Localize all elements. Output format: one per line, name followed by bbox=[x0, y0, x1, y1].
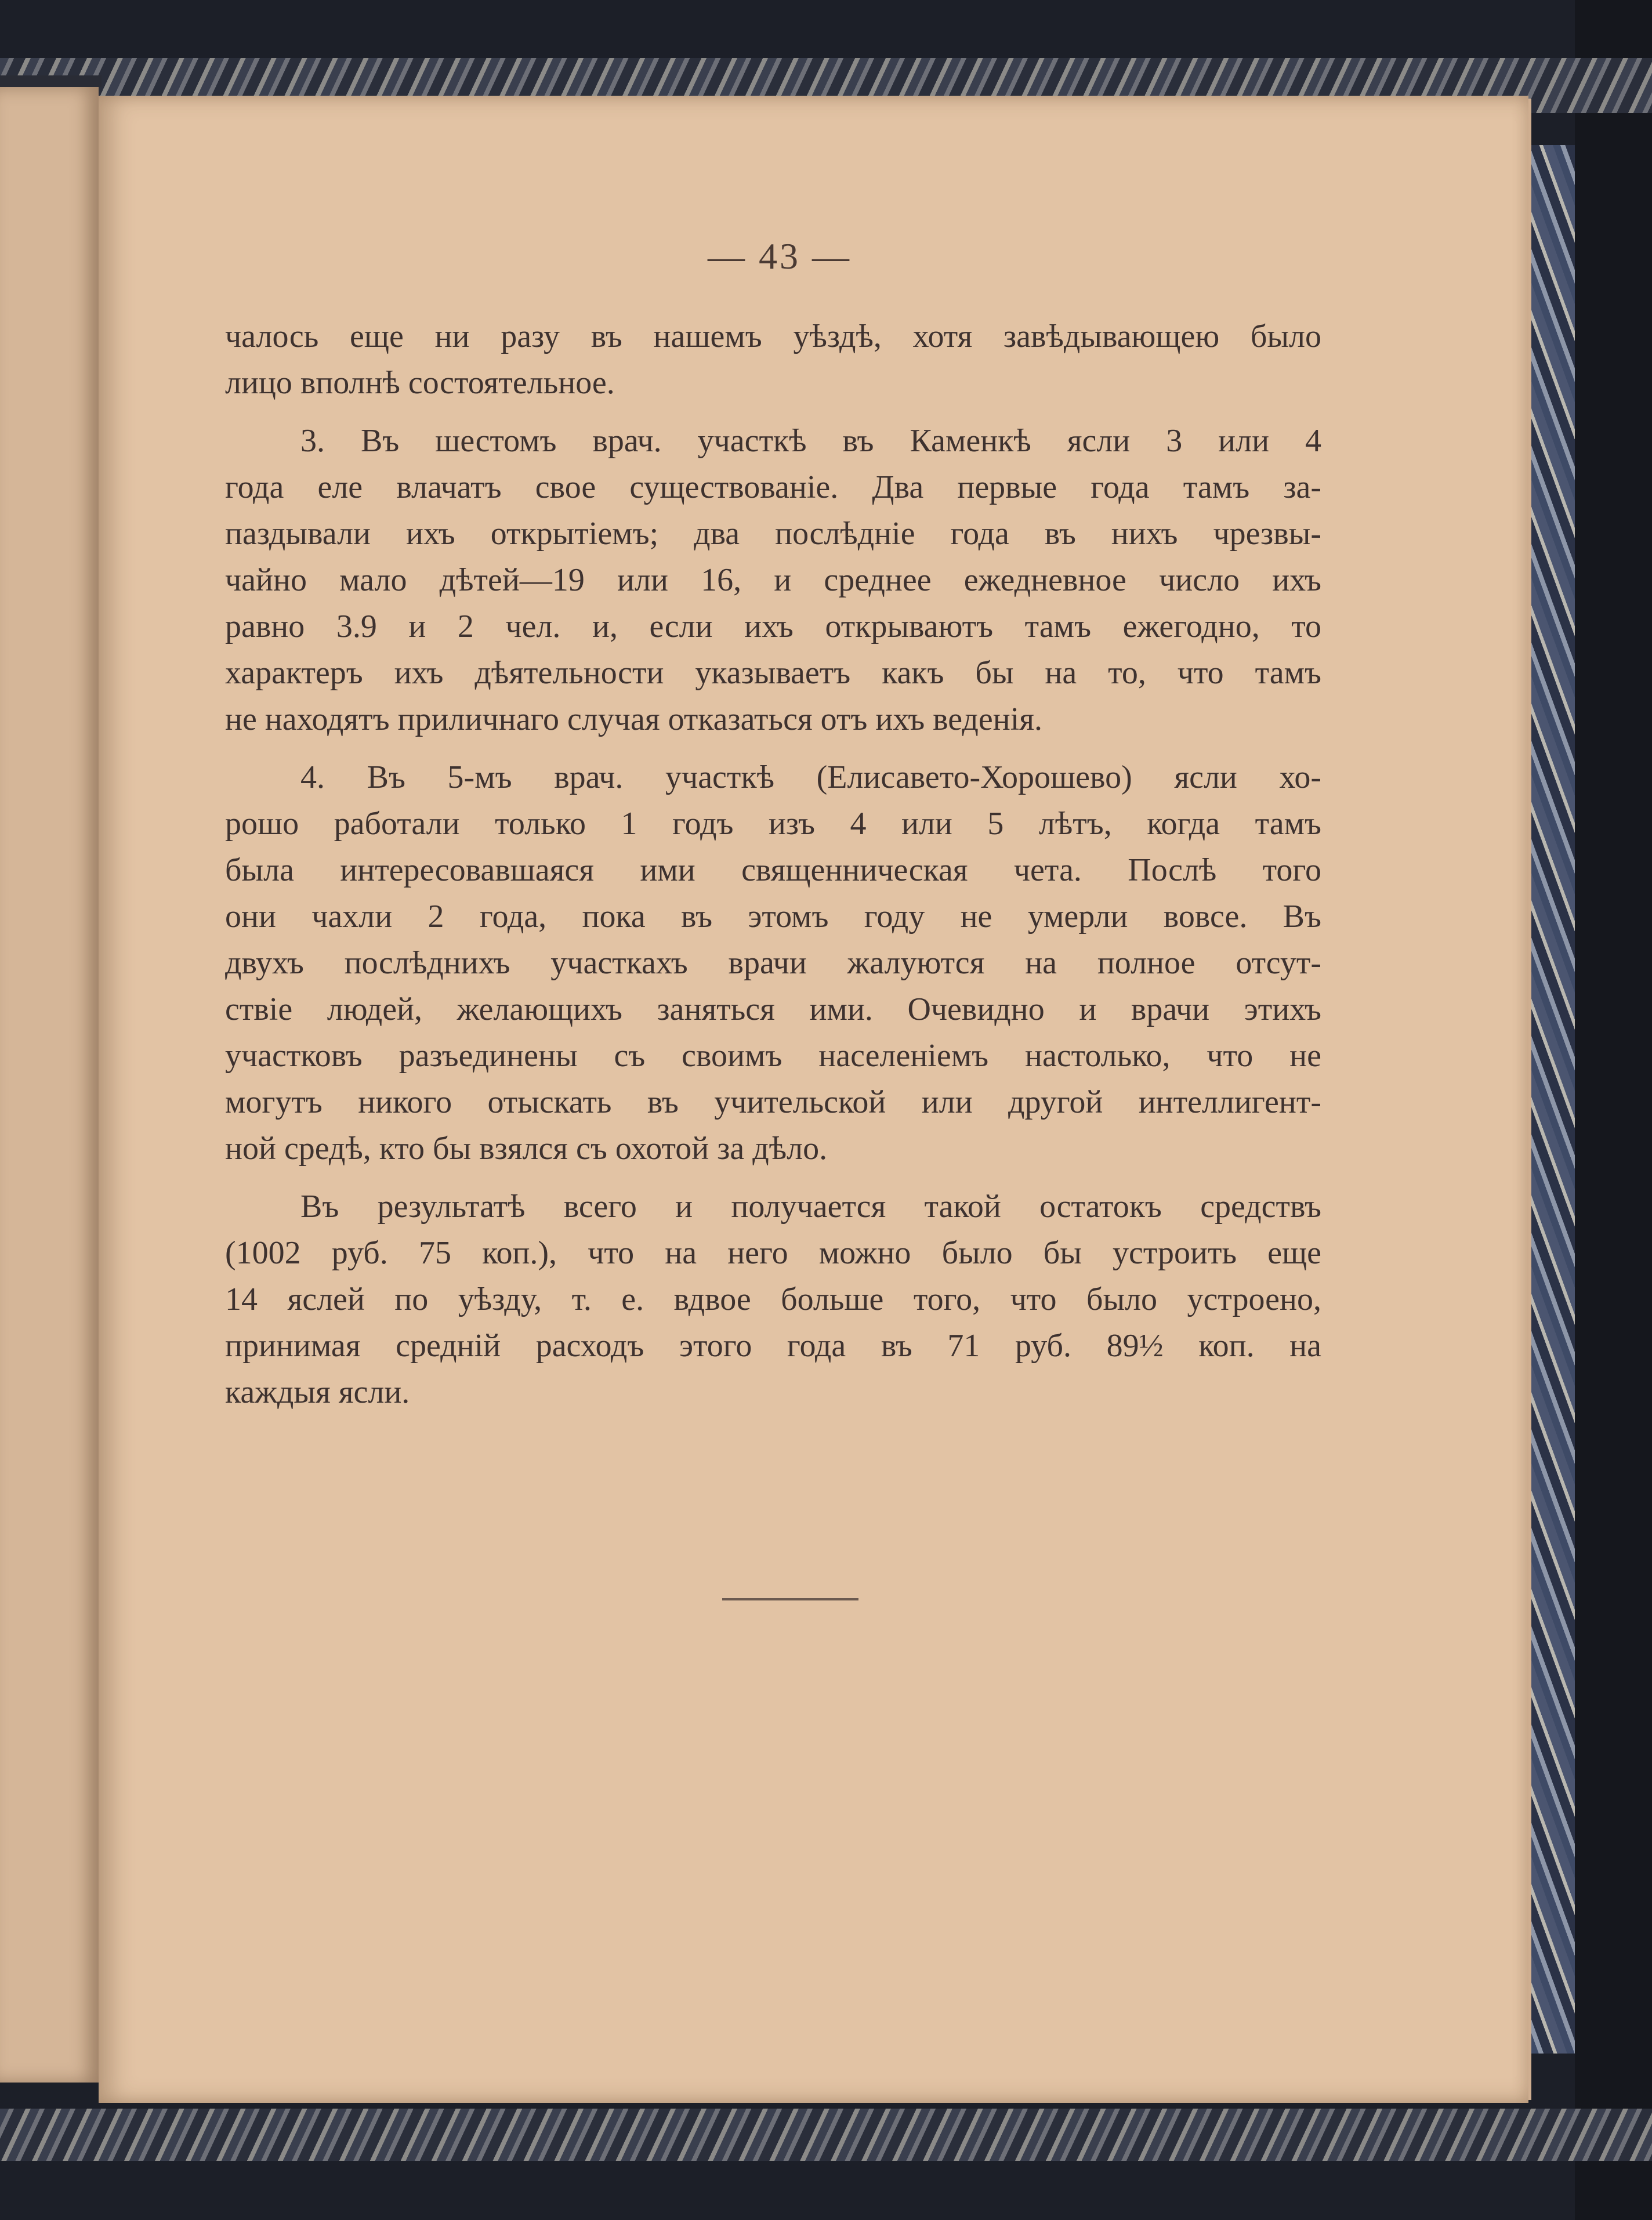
text-line: могутъ никого отыскать въ учительской или другой интеллигент- bbox=[225, 1084, 1321, 1120]
text-line: ствіе людей, желающихъ заняться ими. Очевидно и врачи этихъ bbox=[225, 991, 1321, 1027]
text-line: 14 яслей по уѣзду, т. е. вдвое больше того, что было устроено, bbox=[225, 1281, 1321, 1317]
text-line: 4. Въ 5-мъ врач. участкѣ (Елисавето-Хорошево) ясли хо- bbox=[300, 759, 1321, 795]
previous-page-edge bbox=[0, 87, 99, 2083]
marbled-cover-bottom bbox=[0, 2109, 1652, 2161]
text-line: двухъ послѣднихъ участкахъ врачи жалуются на полное отсут- bbox=[225, 945, 1321, 981]
text-line: (1002 руб. 75 коп.), что на него можно было бы устроить еще bbox=[225, 1235, 1321, 1271]
text-line: чайно мало дѣтей—19 или 16, и среднее ежедневное число ихъ bbox=[225, 562, 1321, 598]
left-cover-edge bbox=[0, 75, 102, 87]
text-line: характеръ ихъ дѣятельности указываетъ какъ бы на то, что тамъ bbox=[225, 655, 1321, 691]
text-line: рошо работали только 1 годъ изъ 4 или 5 лѣтъ, когда тамъ bbox=[225, 806, 1321, 842]
text-line: года еле влачатъ свое существованіе. Два первые года тамъ за- bbox=[225, 469, 1321, 505]
text-line: не находятъ приличнаго случая отказаться отъ ихъ веденія. bbox=[225, 701, 1043, 737]
page-text bbox=[225, 313, 1321, 1415]
text-line: каждыя ясли. bbox=[225, 1374, 410, 1410]
text-line: чалось еще ни разу въ нашемъ уѣздѣ, хотя завѣдывающею было bbox=[225, 318, 1321, 354]
text-line: равно 3.9 и 2 чел. и, если ихъ открываютъ тамъ ежегодно, то bbox=[225, 609, 1321, 644]
text-line: ной средѣ, кто бы взялся съ охотой за дѣло. bbox=[225, 1131, 828, 1167]
text-line: была интересовавшаяся ими священническая чета. Послѣ того bbox=[225, 852, 1321, 888]
page-number: — 43 — bbox=[708, 236, 852, 277]
text-line: паздывали ихъ открытіемъ; два послѣдніе года въ нихъ чрезвы- bbox=[225, 516, 1321, 552]
text-line: лицо вполнѣ состоятельное. bbox=[225, 365, 615, 401]
text-line: 3. Въ шестомъ врач. участкѣ въ Каменкѣ ясли 3 или 4 bbox=[300, 423, 1321, 459]
text-line: участковъ разъединены съ своимъ населеніемъ настолько, что не bbox=[225, 1038, 1321, 1074]
text-line: они чахли 2 года, пока въ этомъ году не умерли вовсе. Въ bbox=[225, 899, 1321, 935]
text-line: Въ результатѣ всего и получается такой остатокъ средствъ bbox=[300, 1189, 1321, 1225]
marbled-fore-edge bbox=[1531, 145, 1575, 2054]
text-line: принимая среднiй расходъ этого года въ 71 руб. 89½ коп. на bbox=[225, 1328, 1321, 1364]
section-divider bbox=[722, 1598, 858, 1600]
background-dark-edge bbox=[1575, 0, 1652, 2220]
